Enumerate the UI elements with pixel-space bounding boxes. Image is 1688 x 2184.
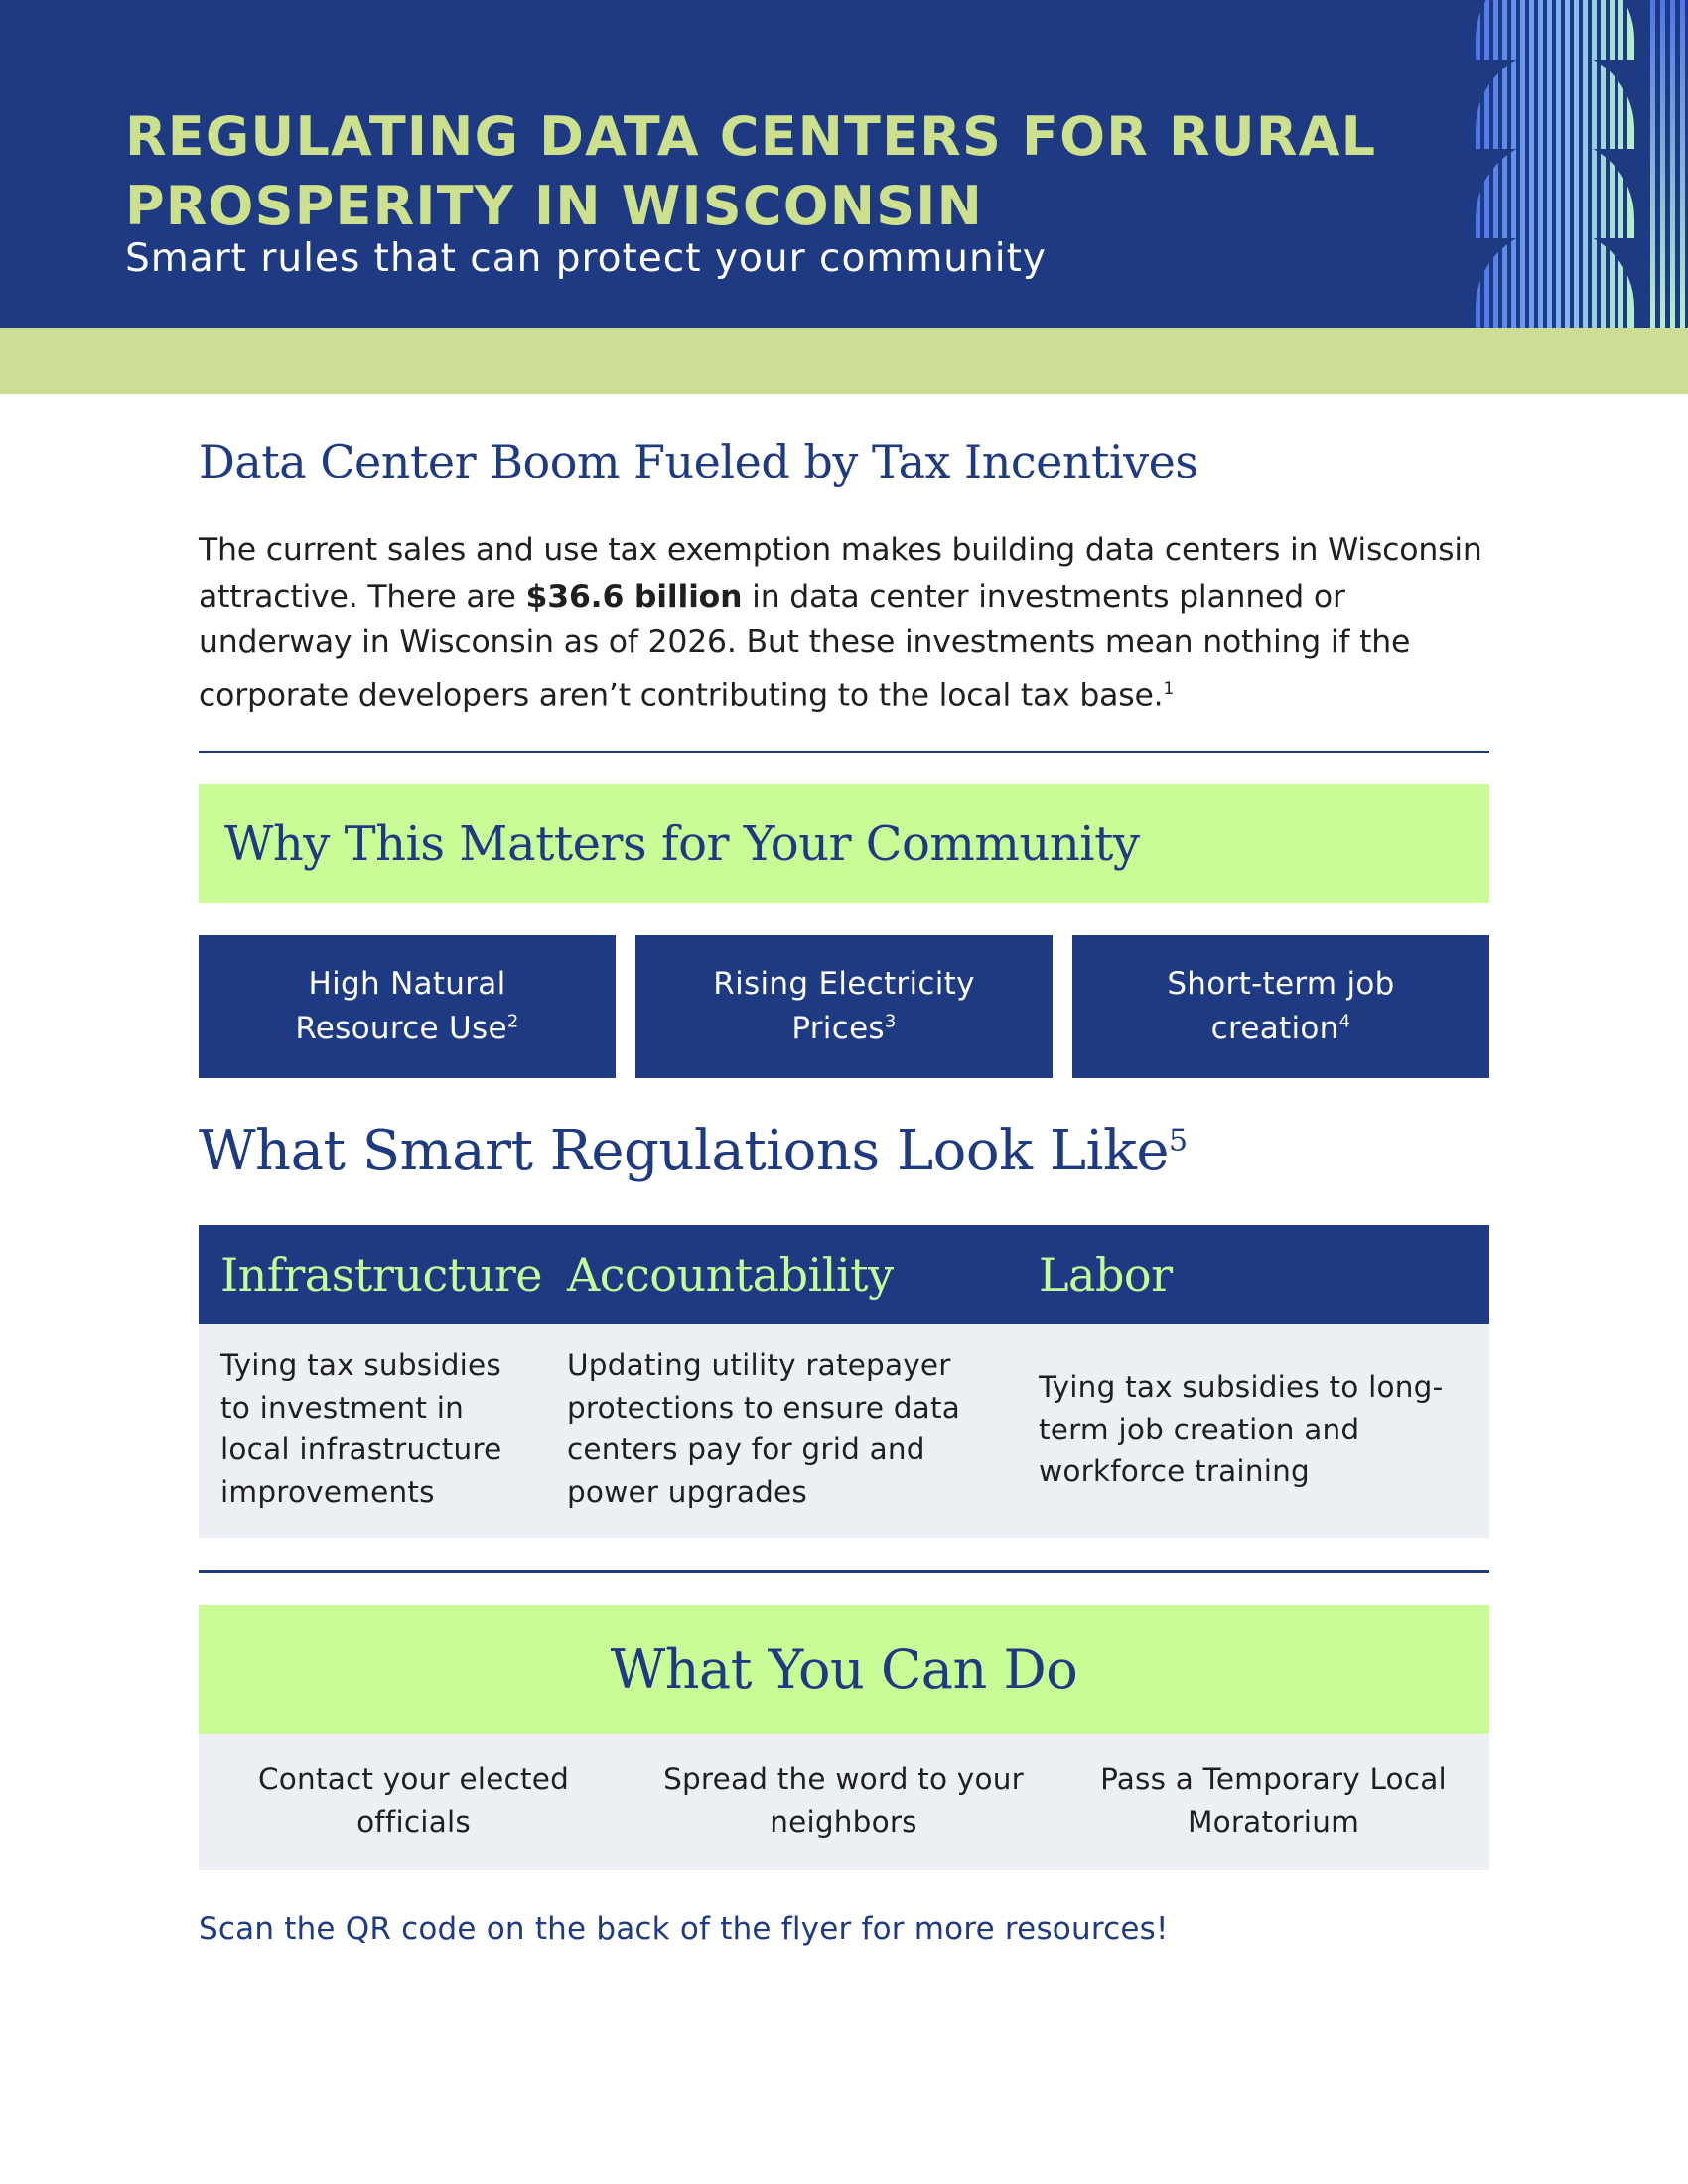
why-heading-bar <box>199 784 1489 903</box>
footnote-5: 5 <box>1169 1123 1188 1159</box>
action-line-2: officials <box>356 1805 471 1839</box>
intro-heading: Data Center Boom Fueled by Tax Incentives <box>199 435 1198 488</box>
column-heading-accountability: Accountability <box>567 1248 894 1301</box>
description-line: workforce training <box>1039 1454 1310 1488</box>
issue-line-1: Short-term job <box>1167 966 1395 1002</box>
description-line: Tying tax subsidies <box>220 1348 501 1382</box>
footnote-1: 1 <box>1163 678 1175 699</box>
action-contact-officials <box>199 1758 629 1843</box>
regulations-table-header <box>199 1225 1489 1324</box>
footnote-3: 3 <box>884 1011 897 1032</box>
action-line-2: neighbors <box>770 1805 917 1839</box>
qr-code-callout: Scan the QR code on the back of the flyer for more resources! <box>199 1911 1169 1947</box>
actions-panel <box>199 1734 1489 1870</box>
actions-heading: What You Can Do <box>610 1638 1078 1701</box>
description-line: to investment in <box>220 1390 465 1425</box>
action-line-2: Moratorium <box>1187 1805 1360 1839</box>
intro-text-1: The current sales and use tax exemption makes building data centers in Wisconsin attractive. There are <box>199 532 1482 614</box>
accent-band <box>0 328 1688 394</box>
labor-description <box>1039 1366 1443 1493</box>
issue-box-resource-use <box>199 935 616 1078</box>
intro-paragraph <box>199 527 1499 719</box>
issue-line-2: Resource Use <box>295 1011 507 1046</box>
investment-amount: $36.6 billion <box>525 578 743 614</box>
description-line: term job creation and <box>1039 1412 1360 1446</box>
title-line-1: REGULATING DATA CENTERS FOR RURAL <box>125 105 1377 168</box>
description-line: local infrastructure <box>220 1433 502 1466</box>
column-heading-infrastructure: Infrastructure <box>220 1248 543 1301</box>
issue-box-job-creation <box>1072 935 1489 1078</box>
issue-box-label <box>295 962 518 1051</box>
description-line: improvements <box>220 1474 435 1509</box>
infrastructure-description <box>220 1344 501 1513</box>
header-banner <box>0 0 1688 328</box>
issue-box-label <box>1167 962 1394 1051</box>
divider-1 <box>199 751 1489 753</box>
action-moratorium <box>1058 1758 1488 1843</box>
divider-2 <box>199 1570 1489 1573</box>
action-line-1: Spread the word to your <box>663 1762 1024 1796</box>
description-line: Updating utility ratepayer <box>567 1348 951 1382</box>
arch-pattern-icon <box>1476 0 1688 328</box>
footnote-2: 2 <box>506 1011 519 1032</box>
issue-box-electricity-prices <box>635 935 1053 1078</box>
footnote-4: 4 <box>1338 1011 1351 1032</box>
action-line-1: Pass a Temporary Local <box>1100 1762 1447 1796</box>
actions-heading-bar <box>199 1605 1489 1734</box>
column-heading-labor: Labor <box>1039 1248 1173 1301</box>
intro-text-2: in data center investments planned or underway in Wisconsin as of 2026. But these investments mean nothing if the corporate developers aren’t contributing to the local tax base. <box>199 578 1411 713</box>
description-line: centers pay for grid and <box>567 1433 925 1466</box>
description-line: power upgrades <box>567 1474 807 1509</box>
page-subtitle: Smart rules that can protect your community <box>125 236 1047 281</box>
issue-line-1: High Natural <box>308 966 506 1002</box>
issue-line-2: Prices <box>791 1011 885 1046</box>
action-line-1: Contact your elected <box>257 1762 569 1796</box>
regulations-heading <box>199 1112 1188 1191</box>
regulations-table-body <box>199 1324 1489 1538</box>
accountability-description <box>567 1344 960 1513</box>
title-line-2: PROSPERITY IN WISCONSIN <box>125 175 983 237</box>
description-line: Tying tax subsidies to long- <box>1039 1370 1444 1404</box>
issue-line-2: creation <box>1210 1011 1339 1046</box>
issue-line-1: Rising Electricity <box>713 966 975 1002</box>
why-heading: Why This Matters for Your Community <box>224 816 1140 872</box>
issue-box-label <box>713 962 974 1051</box>
page-title <box>125 102 1416 241</box>
action-spread-word <box>629 1758 1058 1843</box>
regulations-heading-text: What Smart Regulations Look Like <box>199 1119 1170 1183</box>
description-line: protections to ensure data <box>567 1390 961 1425</box>
